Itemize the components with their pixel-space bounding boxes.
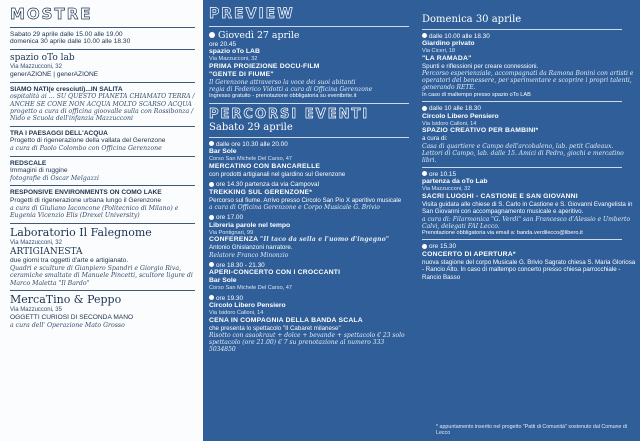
event-italic: Risotto con asaokraut + dolce + bevande + spettacolo € 23 solo spettacolo (ore 21.00) € 7 su prenotazione al numero 333 5034850 [209, 332, 405, 354]
mostre-column [0, 0, 203, 441]
bullet-icon [209, 215, 214, 220]
mostre-heading: RESPONSIVE ENVIRONMENTS ON COMO LAKE [10, 189, 162, 197]
event-time: ore 15.30 [429, 243, 457, 251]
bullet-icon [422, 33, 427, 38]
event-text: nuova stagione del corpo Musicale G. Brivio Sagrato chiesa S. Maria Gloriosa - Rancio Alto. In caso di maltempo concerto presso chiesa parrocchiale - Rancio Basso [422, 258, 636, 281]
mostre-text: generAZIONE | generAZIONE [10, 70, 99, 78]
mostre-heading: spazio oTo lab [10, 53, 75, 64]
divider [422, 29, 622, 30]
event-note: Ingresso gratuito - prenotazione obbligatoria su eventbrite.it [209, 92, 357, 99]
event-text: Percorso sul fiume. Arrivo presso Circolo San Pio X aperitivo musicale [209, 196, 402, 204]
event-italic: a cura di: Filarmonica "G. Verdi" san Francesco d'Alessio e Umberto Calvi, delegati FAI Lecco. [422, 215, 631, 230]
mostre-italic: fotografie di Oscar Melgazzi [10, 175, 99, 183]
divider [422, 167, 622, 168]
mostre-item [10, 189, 197, 219]
event-title: SACRI LUOGHI - CASTIONE E SAN GIOVANNI [422, 192, 578, 200]
bullet-icon [422, 171, 427, 176]
bullet-icon [209, 182, 214, 187]
divider [422, 239, 622, 240]
mostre-item [10, 130, 197, 153]
event-item [209, 214, 412, 259]
event-time-row [209, 141, 412, 149]
event-item [209, 262, 412, 292]
event-address: Corso San Michele Del Carso, 47 [209, 156, 293, 163]
footnote: * appuntamento inserito nel progetto "Patti di Comunità" sostenuto dal Comune di Lecco [436, 424, 628, 437]
mostre-date: Sabato 29 aprile dalle 15.00 alle 19.00 [10, 30, 123, 38]
event-text: Spunti e riflessioni per creare connessioni. [422, 62, 539, 70]
event-italic: regia di Federico Vidotti a cura di Officina Gerenzone [209, 85, 373, 93]
event-time: ore 18.30 - 21.30 [216, 261, 265, 269]
event-italic: Casa di quartiere e Campo dell'arcobaleno, lab. petit Cadeaux. Lettori di Campo, lab. dalle 15. Amici di Pedro, giochi e mercatino libri. [422, 142, 624, 164]
event-title: CENA IN COMPAGNIA DELLA BANDA SCALA [209, 317, 363, 324]
event-place: Bar Sole [209, 148, 237, 156]
preview-column [203, 0, 416, 441]
mostre-italic: ospitalità ai ... SU QUESTO PIANETA CHIAMATO TERRA / ANCHE SE CONE NON ACQUA MOLTO SCARSO ACQUA progetto a cura di officina gioovalle sulla con Rossibonza / Nido e Scuola dell'infanzia Mazzucconi [10, 93, 195, 123]
event-address: Via Pontignari, 99 [209, 229, 254, 236]
event-title: CONCERTO DI APERTURA* [422, 250, 516, 258]
percorsi-title: PERCORSI EVENTI [209, 106, 370, 122]
mostre-item [10, 294, 197, 329]
divider [10, 156, 195, 157]
event-title: "GENTE DI FIUME" [209, 70, 274, 78]
mostre-text: due giorni tra oggetti d'arte e artigianato. [10, 257, 129, 265]
mostre-item [10, 227, 197, 287]
event-time: ore 20.45 [209, 40, 237, 48]
mostre-text: Progetti di rigenerazione urbana lungo il Gerenzone [10, 197, 162, 205]
divider [10, 185, 195, 186]
divider [209, 137, 409, 138]
event-text: a cura di: [422, 135, 448, 143]
event-time-row [209, 262, 412, 270]
mostre-italic: a cura di Giuliano Iaconcone (Politecnico di Milano) e Eugenia Vicenzio Elis (Drexel University) [10, 204, 179, 220]
bullet-icon [209, 295, 214, 300]
event-title: "LA RAMADA" [422, 54, 472, 62]
event-title: PRIMA PROIEZIONE DOCU-FILM [209, 62, 320, 70]
mostre-heading: Laboratorio Il Falegnome [10, 225, 152, 239]
mostre-heading: MercaTino & Peppo [10, 292, 122, 306]
event-title-row [209, 236, 412, 244]
event-place: partenza da oTo Lab [422, 178, 488, 186]
mostre-heading: SIAMO NATI(e cresciuti)...IN SALITA [10, 85, 123, 93]
event-time-row [422, 243, 636, 251]
mostre-italic: Quadri e sculture di Gianpiero Spandri e Giorgio Riva, ceramiche smaltate di Manuele Pincetti, scultore ligure di Marco Maletta "Il Bardo" [10, 264, 193, 287]
mostre-italic: a cura di Paolo Colombo con Officina Gerenzone [10, 145, 162, 153]
mostre-item [10, 53, 197, 78]
event-time-row [422, 105, 636, 113]
event-text: Antonio Ghislanzoni narratore. [209, 244, 293, 252]
event-item [422, 105, 636, 164]
event-italic: Relatore Franco Minonzio [209, 251, 289, 259]
event-address: Via Ciceri, 18 [422, 48, 456, 55]
event-item [422, 171, 636, 237]
mostre-item [10, 160, 197, 183]
event-place: Circolo Libero Pensiero [422, 112, 499, 120]
event-time: dalle 10.00 alle 18.30 [429, 32, 490, 40]
bullet-icon [422, 106, 427, 111]
divider [10, 223, 195, 224]
event-time: ore 19.30 [216, 294, 244, 302]
divider [10, 126, 195, 127]
event-item [209, 141, 412, 178]
event-text: Visita guidata alle chiese di S. Carlo in Castione e S. Giovanni Evangelista in San Giovanni con accompagnamento musicale e aperitivo. [422, 201, 633, 216]
divider [10, 49, 195, 50]
preview-day [209, 30, 412, 41]
event-time-row [209, 181, 412, 189]
event-title: APERI-CONCERTO CON I CROCCANTI [209, 269, 341, 277]
event-place: spazio oTo LAB [209, 48, 260, 56]
event-item [422, 33, 636, 98]
event-place: Giardino privato [422, 40, 475, 48]
event-text: con prodotti artigianali nel giardino sul Gerenzone [209, 170, 346, 178]
event-title: SPAZIO CREATIVO PER BAMBINI* [422, 127, 539, 135]
divider [10, 82, 195, 83]
event-place: Bar Sole [209, 277, 237, 285]
percorsi-day: Sabato 29 aprile [209, 121, 293, 133]
event-time-row [422, 171, 636, 179]
divider [10, 290, 195, 291]
event-title: MERCATINO CON BANCARELLE [209, 162, 321, 170]
event-place: Circolo Libero Pensiero [209, 302, 286, 310]
event-address: Via Isidoro Calloni, 14 [422, 120, 477, 127]
event-italic: a cura di Officina Gerenzone e Corpo Musicale G. Brivio [209, 204, 380, 212]
event-time: dalle 10 alle 18.30 [429, 105, 481, 113]
bullet-icon [209, 262, 214, 267]
mostre-item [10, 86, 197, 123]
mostre-date: domenica 30 aprile dalle 10.00 alle 18.30 [10, 38, 131, 46]
event-address: Corso San Michele Del Carso, 47 [209, 285, 293, 292]
event-time: dalle ore 10.30 alle 20.00 [216, 140, 288, 148]
event-time-row [209, 295, 412, 303]
event-italic: Il Gerenzone attraverso la voce dei suoi abitanti [209, 78, 356, 86]
mostre-text: Immagini di ruggine [10, 167, 68, 175]
event-item [209, 295, 412, 354]
event-address: Via Mazzucconi, 32 [209, 56, 258, 63]
bullet-icon [209, 32, 215, 38]
divider [209, 26, 409, 27]
event-time: ore 14.30 partenza da via Campoval [216, 181, 320, 189]
event-time-row [209, 214, 412, 222]
event-title-italic: "Il taco da sella e l'uomo d'ingegno" [260, 236, 390, 244]
mostre-text: Progetto di rigenerazione della vallata del Gerenzone [10, 137, 166, 145]
divider [209, 103, 409, 104]
preview-title: PREVIEW [209, 6, 295, 22]
mostre-address: Via Mazzucconi, 32 [10, 63, 62, 70]
mostre-heading: REDSCALE [10, 159, 47, 167]
preview-day-label: Giovedì 27 aprile [218, 29, 300, 41]
divider [10, 27, 195, 28]
event-time: ore 17.00 [216, 214, 244, 222]
mostre-heading: TRA I PAESAGGI DELL'ACQUA [10, 129, 108, 137]
mostre-address: Via Mazzucconi, 35 [10, 306, 62, 313]
event-item [209, 181, 412, 211]
bullet-icon [209, 141, 214, 146]
divider [422, 101, 622, 102]
domenica-day: Domenica 30 aprile [422, 14, 522, 25]
event-address: Via Isidoro Calloni, 14 [209, 310, 264, 317]
event-title: TREKKING SUL GERENZONE* [209, 188, 313, 196]
event-time: ore 10.15 [429, 170, 457, 178]
mostre-address: Via Mazzucconi, 32 [10, 239, 62, 246]
event-text: che presenta lo spettacolo "Il Cabaret milanese" [209, 325, 341, 333]
event-place: Libreria parole nel tempo [209, 221, 291, 229]
event-time-row [422, 33, 636, 41]
event-italic: Percorso esperienziale, accompagnati da Ramona Bonini con artisti e operatori del benessere, per sperimentare e scoprire i propri talenti, generando RETE. [422, 70, 634, 92]
mostre-subheading: ARTIGIANESTA [10, 246, 83, 257]
event-title: CONFERENZA [209, 236, 258, 244]
bullet-icon [422, 244, 427, 249]
domenica-column [416, 0, 640, 441]
event-item [422, 243, 636, 281]
mostre-italic: a cura dell' Operazione Mato Grosso [10, 321, 125, 329]
event-address: Via Mazzucconi, 32 [422, 186, 471, 193]
mostre-text: OGGETTI CURIOSI DI SECONDA MANO [10, 313, 134, 321]
mostre-title: MOSTRE [10, 5, 93, 23]
event-note: In caso di maltempo presso spazio oTo LAB [422, 91, 531, 98]
event-note: Prenotazione obbligatoria via email a: banda.verdilecco@libero.it [422, 229, 583, 236]
